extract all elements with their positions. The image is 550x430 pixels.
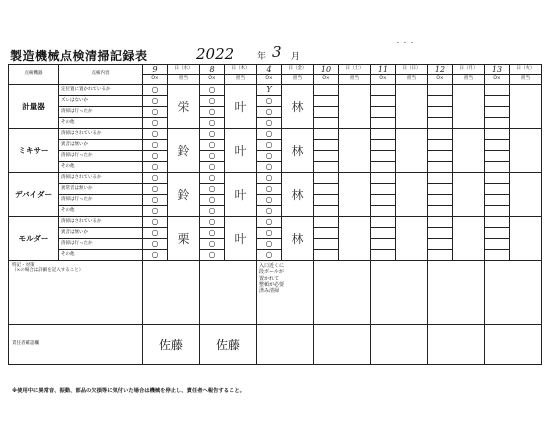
header-dots: ・・・	[395, 40, 417, 47]
sections-body	[9, 85, 542, 261]
day-2-date: 8	[200, 65, 225, 75]
check-mark-cell: ○	[257, 173, 282, 184]
checker-signature-cell	[453, 173, 485, 217]
check-mark-cell: ○	[200, 250, 225, 261]
check-mark-cell	[314, 140, 339, 151]
check-mark-cell	[485, 195, 510, 206]
year-suffix: 年	[257, 52, 267, 62]
check-mark-cell: ○	[257, 228, 282, 239]
check-mark-cell	[314, 250, 339, 261]
notes-day-5	[371, 261, 428, 325]
check-mark-cell	[314, 85, 339, 96]
check-mark-cell	[485, 250, 510, 261]
check-mark-cell	[314, 184, 339, 195]
inspection-item: 異常音は無いか	[59, 184, 143, 195]
check-mark-cell	[371, 162, 396, 173]
check-mark-cell	[485, 151, 510, 162]
notes-label	[9, 261, 143, 325]
inspection-item: 異音は無いか	[59, 228, 143, 239]
checker-signature-cell: 林	[282, 129, 314, 173]
check-mark-cell	[371, 239, 396, 250]
check-mark-cell: ○	[257, 118, 282, 129]
check-mark-cell	[428, 239, 453, 250]
check-mark-cell	[314, 151, 339, 162]
check-mark-cell: ○	[200, 184, 225, 195]
check-mark-cell: ○	[200, 85, 225, 96]
check-mark-cell	[428, 140, 453, 151]
day-2-mark-header: O×	[200, 75, 225, 85]
day-5-checker-header: 担当	[396, 75, 428, 85]
check-mark-cell	[371, 228, 396, 239]
check-mark-cell	[428, 107, 453, 118]
check-mark-cell: ○	[143, 206, 168, 217]
checker-signature-cell: 叶	[225, 85, 257, 129]
check-mark-cell: ○	[200, 173, 225, 184]
notes-label-text: 特記・対策 （×の場合は詳細を記入すること）	[12, 263, 84, 273]
day-5-mark-header: O×	[371, 75, 396, 85]
inspection-row	[9, 85, 542, 96]
checker-signature-cell: 叶	[225, 173, 257, 217]
check-mark-cell: ○	[143, 228, 168, 239]
check-mark-cell: ○	[143, 217, 168, 228]
year-value: 2022	[196, 45, 235, 63]
day-6-weekday: 日（月）	[453, 65, 485, 75]
check-mark-cell: ○	[143, 184, 168, 195]
checker-signature-cell	[453, 129, 485, 173]
check-mark-cell	[314, 96, 339, 107]
notes-day-3-memo	[257, 261, 314, 325]
col-category-header: 点検機器	[9, 65, 59, 85]
check-mark-cell: ○	[257, 107, 282, 118]
check-mark-cell: ○	[143, 173, 168, 184]
checker-signature-cell: 鈴	[168, 173, 200, 217]
check-mark-cell	[485, 184, 510, 195]
check-mark-cell	[485, 85, 510, 96]
check-mark-cell	[428, 217, 453, 228]
checker-signature-cell	[510, 85, 542, 129]
check-mark-cell	[371, 151, 396, 162]
check-mark-cell: ○	[257, 162, 282, 173]
check-mark-cell	[485, 140, 510, 151]
day-1-mark-header: O×	[143, 75, 168, 85]
check-mark-cell	[428, 228, 453, 239]
checker-signature-cell: 林	[282, 85, 314, 129]
responsible-day-5	[371, 325, 428, 365]
month-suffix: 月	[291, 52, 301, 62]
checker-signature-cell	[339, 85, 371, 129]
inspection-item: 清掃は行ったか	[59, 107, 143, 118]
check-mark-cell	[428, 85, 453, 96]
check-mark-cell: ○	[143, 239, 168, 250]
check-mark-cell: ○	[257, 151, 282, 162]
check-mark-cell	[428, 173, 453, 184]
day-4-date: 10	[314, 65, 339, 75]
month-value: 3	[272, 43, 282, 61]
inspection-row	[9, 173, 542, 184]
check-mark-cell: ○	[143, 118, 168, 129]
check-mark-cell: ○	[200, 206, 225, 217]
memo-text: 入口近くに 段ボールが 置かれて 整頓が必要 済み清掃	[259, 263, 285, 294]
check-mark-cell: ○	[143, 129, 168, 140]
check-mark-cell	[428, 118, 453, 129]
check-mark-cell: ○	[257, 239, 282, 250]
check-mark-cell	[428, 151, 453, 162]
inspection-row	[9, 217, 542, 228]
inspection-item: その他	[59, 206, 143, 217]
check-mark-cell	[485, 129, 510, 140]
check-mark-cell	[485, 118, 510, 129]
check-mark-cell: ○	[200, 107, 225, 118]
check-mark-cell	[314, 129, 339, 140]
day-4-checker-header: 担当	[339, 75, 371, 85]
check-mark-cell	[371, 173, 396, 184]
check-mark-cell: ○	[200, 217, 225, 228]
check-mark-cell: ○	[200, 195, 225, 206]
check-mark-cell	[485, 96, 510, 107]
check-mark-cell: ○	[257, 217, 282, 228]
responsible-signature-2: 佐藤	[200, 325, 257, 365]
responsible-day-7	[485, 325, 542, 365]
check-mark-cell	[428, 195, 453, 206]
check-mark-cell	[314, 217, 339, 228]
check-mark-cell	[485, 228, 510, 239]
checker-signature-cell: 林	[282, 217, 314, 261]
responsible-label: 責任者確認欄	[9, 325, 143, 365]
check-mark-cell	[485, 206, 510, 217]
check-mark-cell: ○	[257, 195, 282, 206]
check-mark-cell	[485, 162, 510, 173]
inspection-table	[8, 64, 542, 365]
check-mark-cell: ○	[143, 96, 168, 107]
check-mark-cell: ○	[257, 129, 282, 140]
footer-note: ※使用中に異常音、振動、部品の欠損等に気付いた場合は機械を停止し、責任者へ報告すること。	[12, 388, 245, 394]
checker-signature-cell	[453, 85, 485, 129]
responsible-day-3	[257, 325, 314, 365]
check-mark-cell: ○	[200, 118, 225, 129]
check-mark-cell	[371, 140, 396, 151]
day-1-date: 9	[143, 65, 168, 75]
checker-signature-cell	[396, 85, 428, 129]
header-row-date	[9, 65, 542, 75]
check-mark-cell	[485, 239, 510, 250]
inspection-item: 清掃はされているか	[59, 129, 143, 140]
check-mark-cell	[485, 217, 510, 228]
checker-signature-cell	[396, 129, 428, 173]
check-mark-cell	[371, 129, 396, 140]
check-mark-cell: ○	[143, 151, 168, 162]
day-5-weekday: 日（日）	[396, 65, 428, 75]
check-mark-cell: ○	[200, 140, 225, 151]
check-mark-cell	[314, 239, 339, 250]
check-mark-cell: ○	[200, 239, 225, 250]
check-mark-cell	[428, 250, 453, 261]
responsible-day-4	[314, 325, 371, 365]
checker-signature-cell: 叶	[225, 217, 257, 261]
check-mark-cell	[314, 118, 339, 129]
day-4-weekday: 日（土）	[339, 65, 371, 75]
checker-signature-cell	[339, 173, 371, 217]
notes-day-7	[485, 261, 542, 325]
check-mark-cell: ○	[257, 184, 282, 195]
notes-day-6	[428, 261, 485, 325]
day-7-checker-header: 担当	[510, 75, 542, 85]
checker-signature-cell: 栄	[168, 85, 200, 129]
check-mark-cell	[485, 107, 510, 118]
check-mark-cell	[371, 195, 396, 206]
notes-day-1	[143, 261, 200, 325]
check-mark-cell: ○	[257, 96, 282, 107]
check-mark-cell	[371, 217, 396, 228]
day-3-checker-header: 担当	[282, 75, 314, 85]
checker-signature-cell	[453, 217, 485, 261]
checker-signature-cell: 林	[282, 173, 314, 217]
check-mark-cell: ○	[143, 250, 168, 261]
check-mark-cell	[314, 162, 339, 173]
check-mark-cell	[371, 184, 396, 195]
day-3-weekday: 日（金）	[282, 65, 314, 75]
responsible-row	[9, 325, 542, 365]
check-mark-cell: ○	[257, 206, 282, 217]
check-mark-cell	[371, 206, 396, 217]
category-label: 計量器	[9, 85, 59, 129]
day-6-date: 12	[428, 65, 453, 75]
check-mark-cell	[314, 173, 339, 184]
inspection-item: 異音は無いか	[59, 140, 143, 151]
notes-row	[9, 261, 542, 325]
check-mark-cell: ○	[143, 85, 168, 96]
check-mark-cell: ○	[200, 162, 225, 173]
check-mark-cell	[371, 118, 396, 129]
check-mark-cell: ○	[257, 250, 282, 261]
check-mark-cell: ○	[200, 129, 225, 140]
inspection-item: 定位置に置かれているか	[59, 85, 143, 96]
check-mark-cell	[314, 206, 339, 217]
checker-signature-cell	[510, 129, 542, 173]
check-mark-cell: ○	[143, 107, 168, 118]
checker-signature-cell	[510, 217, 542, 261]
day-4-mark-header: O×	[314, 75, 339, 85]
checker-signature-cell	[339, 217, 371, 261]
category-label: デバイダー	[9, 173, 59, 217]
day-2-checker-header: 担当	[225, 75, 257, 85]
col-content-header: 点検内容	[59, 65, 143, 85]
check-mark-cell	[314, 228, 339, 239]
day-3-date: 4	[257, 65, 282, 75]
check-mark-cell	[314, 195, 339, 206]
inspection-item: 清掃は行ったか	[59, 195, 143, 206]
inspection-item: ズレはないか	[59, 96, 143, 107]
category-label: モルダー	[9, 217, 59, 261]
day-7-mark-header: O×	[485, 75, 510, 85]
responsible-day-6	[428, 325, 485, 365]
check-mark-cell: ○	[143, 162, 168, 173]
check-mark-cell	[371, 96, 396, 107]
day-7-date: 13	[485, 65, 510, 75]
checker-signature-cell	[396, 173, 428, 217]
check-mark-cell	[485, 173, 510, 184]
check-mark-cell	[371, 85, 396, 96]
check-mark-cell: ○	[257, 140, 282, 151]
inspection-item: 清掃は行ったか	[59, 239, 143, 250]
day-6-mark-header: O×	[428, 75, 453, 85]
day-3-mark-header: O×	[257, 75, 282, 85]
day-5-date: 11	[371, 65, 396, 75]
day-7-weekday: 日（火）	[510, 65, 542, 75]
responsible-signature-1: 佐藤	[143, 325, 200, 365]
check-mark-cell	[371, 250, 396, 261]
inspection-row	[9, 129, 542, 140]
inspection-item: その他	[59, 118, 143, 129]
inspection-item: 清掃はされているか	[59, 217, 143, 228]
category-label: ミキサー	[9, 129, 59, 173]
day-2-weekday: 日（木）	[225, 65, 257, 75]
checker-signature-cell: 鈴	[168, 129, 200, 173]
inspection-item: 清掃はされているか	[59, 173, 143, 184]
check-mark-cell: ○	[200, 228, 225, 239]
form-title: 製造機械点検清掃記録表	[10, 49, 148, 63]
notes-day-2	[200, 261, 257, 325]
checker-signature-cell: 叶	[225, 129, 257, 173]
notes-day-4	[314, 261, 371, 325]
check-mark-cell: ○	[143, 195, 168, 206]
checker-signature-cell	[339, 129, 371, 173]
check-mark-cell: ○	[200, 151, 225, 162]
inspection-item: その他	[59, 162, 143, 173]
checker-signature-cell: 栗	[168, 217, 200, 261]
inspection-item: 清掃は行ったか	[59, 151, 143, 162]
day-6-checker-header: 担当	[453, 75, 485, 85]
day-1-weekday: 日（水）	[168, 65, 200, 75]
check-mark-cell	[428, 96, 453, 107]
check-mark-cell: ○	[200, 96, 225, 107]
check-mark-cell	[371, 107, 396, 118]
check-mark-cell	[314, 107, 339, 118]
checker-signature-cell	[510, 173, 542, 217]
check-mark-cell: Y	[257, 85, 282, 96]
check-mark-cell	[428, 162, 453, 173]
check-mark-cell	[428, 206, 453, 217]
check-mark-cell	[428, 184, 453, 195]
check-mark-cell: ○	[143, 140, 168, 151]
inspection-item: その他	[59, 250, 143, 261]
checker-signature-cell	[396, 217, 428, 261]
inspection-sheet	[8, 64, 542, 380]
check-mark-cell	[428, 129, 453, 140]
day-1-checker-header: 担当	[168, 75, 200, 85]
